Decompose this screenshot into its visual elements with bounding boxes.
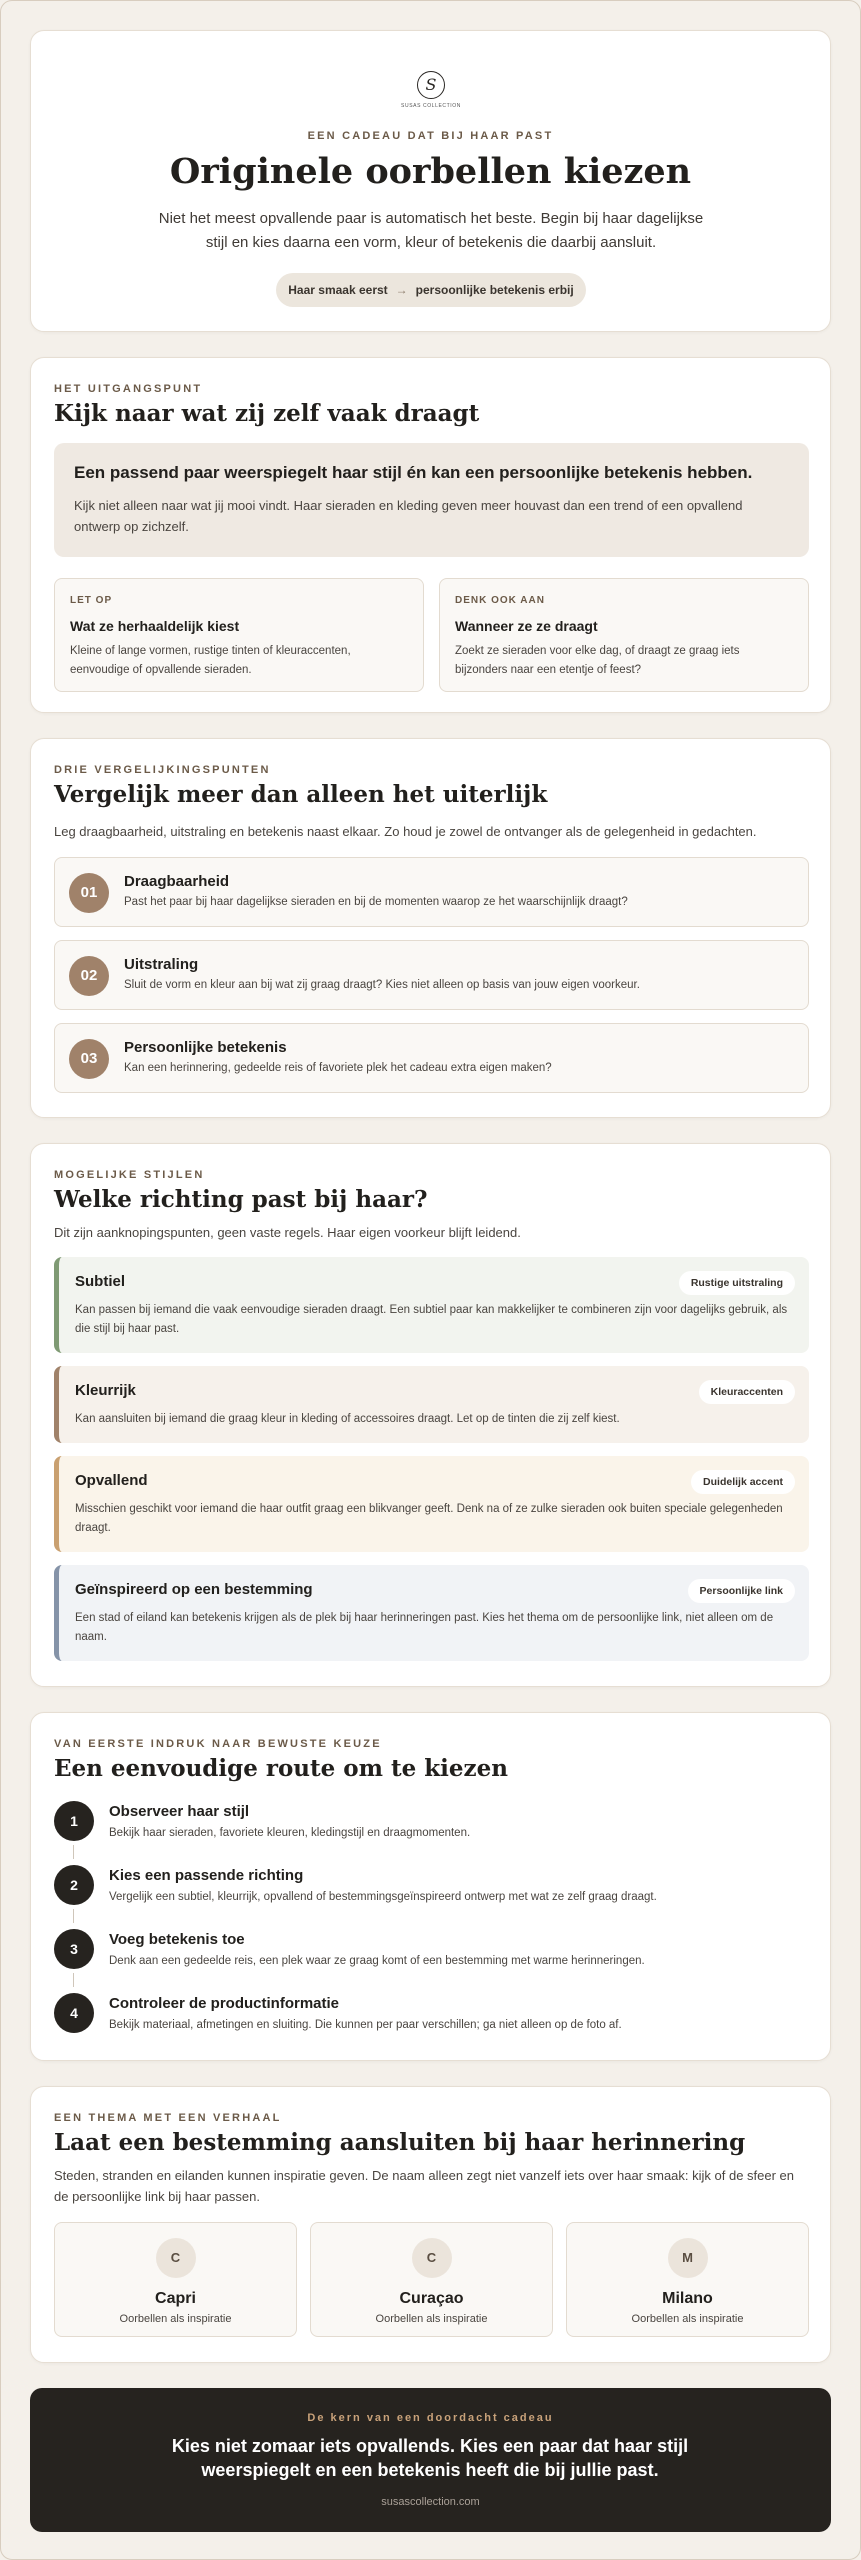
section-title: Kijk naar wat zij zelf vaak draagt	[54, 400, 480, 427]
style-card-opvallend	[54, 1456, 809, 1552]
route-step	[54, 1865, 809, 1925]
style-tag: Kleuraccenten	[699, 1380, 795, 1404]
step-connector	[73, 1973, 74, 1987]
tip-card-denk-ook-aan	[439, 578, 809, 692]
criterion-body: Sluit de vorm en kleur aan bij wat zij graag draagt? Kies niet alleen op basis van jouw eigen voorkeur.	[124, 979, 640, 991]
arrow-right-icon: →	[395, 283, 408, 297]
style-body: Een stad of eiland kan betekenis krijgen als de plek bij haar herinneringen past. Kies het thema om de persoonlijke link, niet alleen om de naam.	[75, 1612, 774, 1643]
step-body: Denk aan een gedeelde reis, een plek waar ze graag komt of een bestemming met warme herinneringen.	[109, 1955, 645, 1967]
route-step	[54, 1993, 809, 2053]
section-lead: Dit zijn aanknopingspunten, geen vaste regels. Haar eigen voorkeur blijft leidend.	[54, 1225, 521, 1240]
step-number: 3	[54, 1929, 94, 1969]
hero-intro: Niet het meest opvallende paar is automatisch het beste. Begin bij haar dagelijkse stijl en kies daarna een vorm, kleur of betekenis die daarbij aansluit.	[158, 210, 704, 251]
style-tag: Rustige uitstraling	[679, 1271, 795, 1295]
brand-logo[interactable]	[401, 71, 461, 131]
tip-card-let-op	[54, 578, 424, 692]
style-card-bestemming	[54, 1565, 809, 1661]
tip-card-title: Wanneer ze ze draagt	[455, 618, 598, 634]
logo-mark-icon: S	[417, 71, 445, 99]
criterion-number: 02	[69, 956, 109, 996]
step-connector	[73, 1845, 74, 1859]
hero-section	[30, 30, 831, 332]
criterion-item	[54, 940, 809, 1010]
highlight-title: Een passend paar weerspiegelt haar stijl én kan een persoonlijke betekenis hebben.	[74, 463, 753, 482]
step-body: Vergelijk een subtiel, kleurrijk, opvallend of bestemmingsgeïnspireerd ontwerp met wat ze zelf graag draagt.	[109, 1891, 657, 1903]
step-connector	[73, 1909, 74, 1923]
criterion-number: 03	[69, 1039, 109, 1079]
styles-section	[30, 1143, 831, 1687]
section-lead: Leg draagbaarheid, uitstraling en betekenis naast elkaar. Zo houd je zowel de ontvanger als de gelegenheid in gedachten.	[54, 824, 757, 839]
style-tag: Duidelijk accent	[691, 1470, 795, 1494]
step-title: Kies een passende richting	[109, 1867, 304, 1884]
step-number: 2	[54, 1865, 94, 1905]
criterion-item	[54, 857, 809, 927]
step-title: Controleer de productinformatie	[109, 1995, 340, 2012]
style-tag: Persoonlijke link	[688, 1579, 795, 1603]
step-number: 1	[54, 1801, 94, 1841]
footer-text: Kies niet zomaar iets opvallends. Kies een paar dat haar stijl weerspiegelt en een betekenis heeft die bij jullie past.	[171, 2436, 689, 2480]
style-title: Subtiel	[75, 1273, 126, 1290]
step-number: 4	[54, 1993, 94, 2033]
hero-pill	[276, 273, 586, 307]
hero-eyebrow: EEN CADEAU DAT BIJ HAAR PAST	[307, 130, 554, 142]
section-eyebrow: DRIE VERGELIJKINGSPUNTEN	[54, 764, 271, 776]
section-eyebrow: VAN EERSTE INDRUK NAAR BEWUSTE KEUZE	[54, 1738, 382, 1750]
tip-card-title: Wat ze herhaaldelijk kiest	[70, 618, 240, 634]
section-eyebrow: HET UITGANGSPUNT	[54, 383, 203, 395]
step-title: Observeer haar stijl	[109, 1803, 250, 1820]
style-card-subtiel	[54, 1257, 809, 1353]
criterion-title: Persoonlijke betekenis	[124, 1039, 287, 1056]
destination-name: Capri	[155, 2290, 196, 2307]
highlight-box	[54, 443, 809, 557]
destination-desc: Oorbellen als inspiratie	[375, 2313, 488, 2325]
step-title: Voeg betekenis toe	[109, 1931, 245, 1948]
style-body: Misschien geschikt voor iemand die haar outfit graag een blikvanger geeft. Denk na of ze zulke sieraden ook buiten speciale gelegenheden draagt.	[75, 1503, 783, 1534]
criterion-number: 01	[69, 873, 109, 913]
criterion-item	[54, 1023, 809, 1093]
style-card-kleurrijk	[54, 1366, 809, 1443]
style-title: Opvallend	[75, 1472, 148, 1489]
destination-desc: Oorbellen als inspiratie	[631, 2313, 744, 2325]
section-eyebrow: MOGELIJKE STIJLEN	[54, 1169, 205, 1181]
criterion-body: Kan een herinnering, gedeelde reis of favoriete plek het cadeau extra eigen maken?	[124, 1062, 552, 1074]
destination-badge: C	[412, 2238, 452, 2278]
pill-left-text: Haar smaak eerst	[288, 283, 388, 297]
step-body: Bekijk haar sieraden, favoriete kleuren, kledingstijl en draagmomenten.	[109, 1827, 471, 1839]
tip-card-eyebrow: LET OP	[70, 595, 113, 606]
tip-card-body: Zoekt ze sieraden voor elke dag, of draagt ze graag iets bijzonders naar een etentje of feest?	[455, 645, 740, 676]
destination-badge: M	[668, 2238, 708, 2278]
route-step	[54, 1801, 809, 1861]
section-lead: Steden, stranden en eilanden kunnen inspiratie geven. De naam alleen zegt niet vanzelf iets over haar smaak: kijk of de sfeer en de persoonlijke link bij haar passen.	[54, 2168, 795, 2204]
comparison-section	[30, 738, 831, 1118]
section-title: Welke richting past bij haar?	[54, 1186, 428, 1213]
style-title: Geïnspireerd op een bestemming	[75, 1581, 313, 1598]
route-step	[54, 1929, 809, 1989]
page-title: Originele oorbellen kiezen	[169, 151, 692, 192]
destination-name: Curaçao	[399, 2290, 464, 2307]
tip-card-eyebrow: DENK OOK AAN	[455, 595, 545, 606]
criterion-body: Past het paar bij haar dagelijkse sieraden en bij de momenten waarop ze het waarschijnlijk draagt?	[124, 896, 628, 908]
criterion-title: Uitstraling	[124, 956, 199, 973]
pill-right-text: persoonlijke betekenis erbij	[415, 283, 574, 297]
style-body: Kan aansluiten bij iemand die graag kleur in kleding of accessoires draagt. Let op de tinten die zij zelf kiest.	[75, 1413, 620, 1425]
section-title: Een eenvoudige route om te kiezen	[54, 1755, 508, 1782]
criterion-title: Draagbaarheid	[124, 873, 230, 890]
section-title: Vergelijk meer dan alleen het uiterlijk	[54, 781, 548, 808]
section-title: Laat een bestemming aansluiten bij haar herinnering	[54, 2129, 746, 2156]
destination-badge: C	[156, 2238, 196, 2278]
destination-desc: Oorbellen als inspiratie	[119, 2313, 232, 2325]
starting-point-section	[30, 357, 831, 713]
footer-eyebrow: De kern van een doordacht cadeau	[307, 2412, 554, 2424]
highlight-body: Kijk niet alleen naar wat jij mooi vindt. Haar sieraden en kleding geven meer houvast dan een trend of een opvallend ontwerp op zichzelf.	[74, 498, 743, 534]
style-title: Kleurrijk	[75, 1382, 136, 1399]
destination-card-capri[interactable]	[54, 2222, 297, 2337]
destination-card-curacao[interactable]	[310, 2222, 553, 2337]
footer-banner	[30, 2388, 831, 2532]
destination-name: Milano	[662, 2290, 713, 2307]
style-body: Kan passen bij iemand die vaak eenvoudige sieraden draagt. Een subtiel paar kan makkelijker te combineren zijn voor dagelijks gebruik, als die stijl bij haar past.	[75, 1304, 788, 1335]
section-eyebrow: EEN THEMA MET EEN VERHAAL	[54, 2112, 282, 2124]
route-section	[30, 1712, 831, 2061]
step-body: Bekijk materiaal, afmetingen en sluiting. Die kunnen per paar verschillen; ga niet alleen op de foto af.	[109, 2019, 622, 2031]
footer-link[interactable]: susascollection.com	[381, 2496, 480, 2508]
tip-card-body: Kleine of lange vormen, rustige tinten of kleuraccenten, eenvoudige of opvallende sieraden.	[70, 645, 351, 676]
destination-section	[30, 2086, 831, 2363]
logo-text: SUSAS COLLECTION	[401, 103, 461, 109]
destination-card-milano[interactable]	[566, 2222, 809, 2337]
